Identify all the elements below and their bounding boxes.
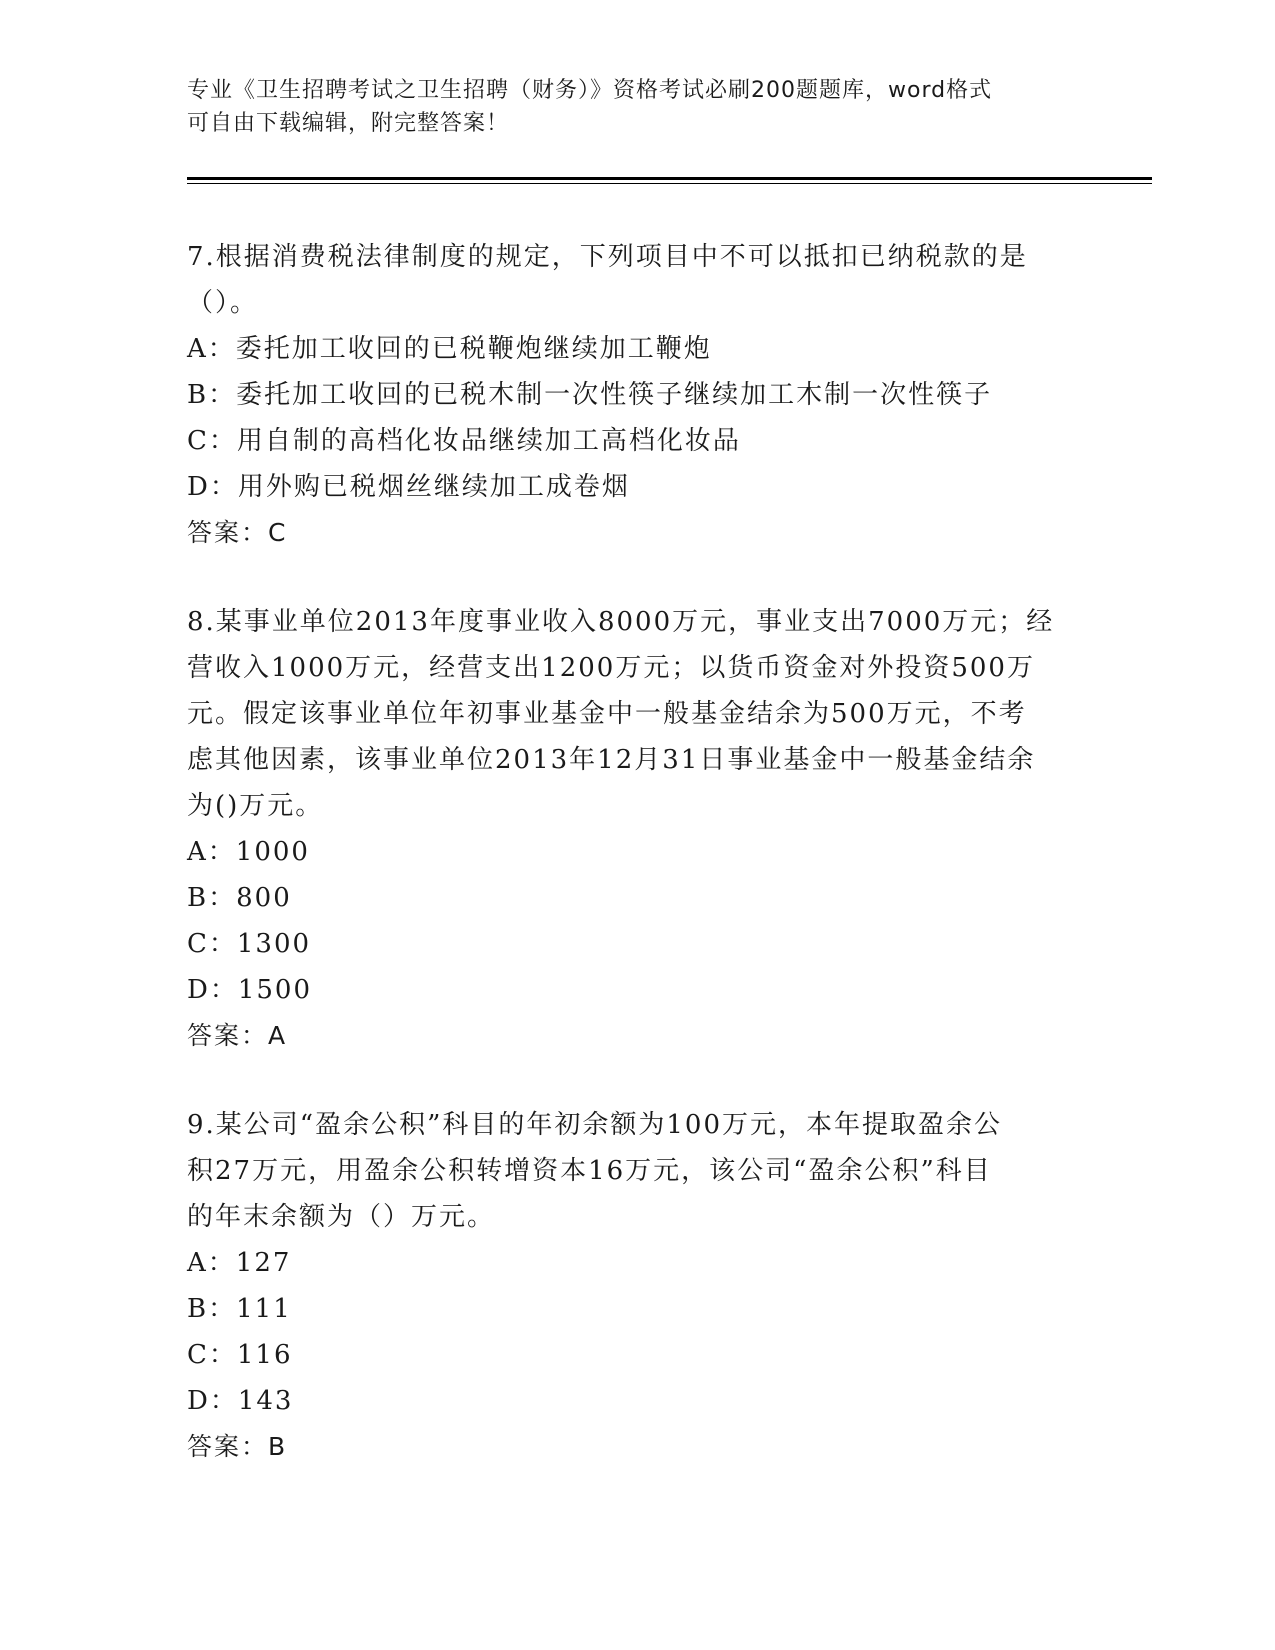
option-a: A：1000 [187,837,310,867]
question-9 [187,1102,1067,1470]
question-stem-line: 元。假定该事业单位年初事业基金中一般基金结余为500万元，不考 [187,699,1027,729]
option-c: C：用自制的高档化妆品继续加工高档化妆品 [187,426,741,456]
option-c: C：1300 [187,929,312,959]
question-8 [187,599,1067,1059]
question-stem-line: 8.某事业单位2013年度事业收入8000万元，事业支出7000万元；经 [187,607,1055,637]
question-stem-line: （）。 [187,288,259,318]
option-d: D：1500 [187,975,313,1005]
header-line-2: 可自由下载编辑，附完整答案！ [187,111,510,136]
option-b: B：111 [187,1294,292,1324]
answer: 答案：B [187,1432,288,1461]
option-a: A：委托加工收回的已税鞭炮继续加工鞭炮 [187,334,712,364]
question-7 [187,234,1067,556]
option-c: C：116 [187,1340,293,1370]
header-divider-thin [187,183,1152,184]
question-stem-line: 7.根据消费税法律制度的规定，下列项目中不可以抵扣已纳税款的是 [187,242,1028,272]
answer: 答案：C [187,518,288,547]
question-stem-line: 虑其他因素，该事业单位2013年12月31日事业基金中一般基金结余 [187,745,1036,775]
question-stem-line: 积27万元，用盈余公积转增资本16万元，该公司“盈余公积”科目 [187,1156,992,1186]
header-divider-thick [187,177,1152,180]
option-d: D：用外购已税烟丝继续加工成卷烟 [187,472,630,502]
question-stem-line: 的年末余额为（）万元。 [187,1202,496,1232]
question-stem-line: 9.某公司“盈余公积”科目的年初余额为100万元，本年提取盈余公 [187,1110,1003,1140]
document-header [187,74,1087,140]
header-line-1: 专业《卫生招聘考试之卫生招聘（财务）》资格考试必刷200题题库，word格式 [187,78,993,103]
option-a: A：127 [187,1248,292,1278]
question-stem-line: 为()万元。 [187,791,324,821]
answer: 答案：A [187,1021,288,1050]
option-d: D：143 [187,1386,294,1416]
question-stem-line: 营收入1000万元，经营支出1200万元；以货币资金对外投资500万 [187,653,1035,683]
option-b: B：800 [187,883,292,913]
option-b: B：委托加工收回的已税木制一次性筷子继续加工木制一次性筷子 [187,380,993,410]
